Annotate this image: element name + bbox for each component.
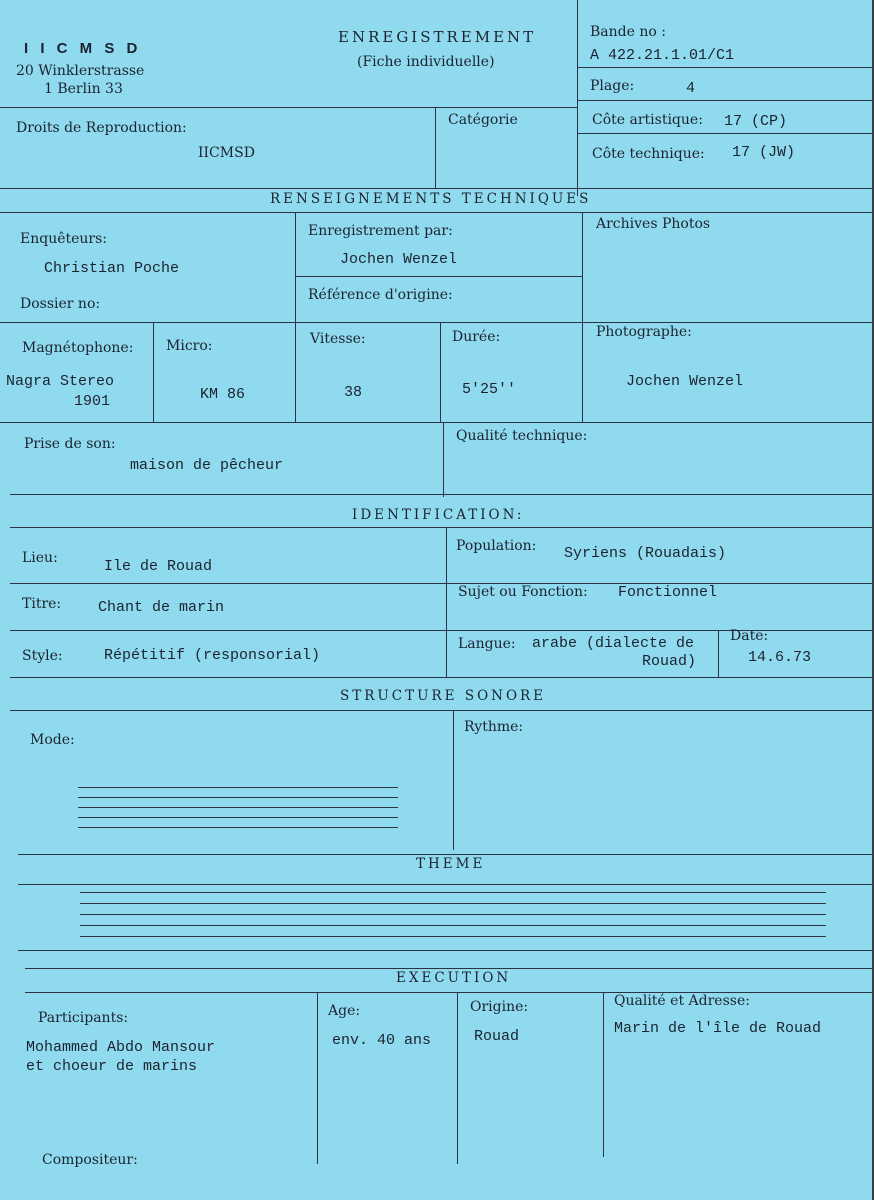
divider (18, 950, 872, 951)
bande-label: Bande no : (590, 24, 666, 40)
org-name: I I C M S D (24, 40, 142, 57)
enqueteurs-label: Enquêteurs: (20, 231, 108, 247)
compositeur-label: Compositeur: (42, 1152, 138, 1168)
divider (440, 322, 441, 422)
staff-line (80, 925, 826, 926)
enqueteurs-value: Christian Poche (44, 260, 180, 277)
divider (295, 212, 296, 422)
qualite-adresse-label: Qualité et Adresse: (614, 993, 750, 1009)
divider (603, 992, 604, 1157)
population-label: Population: (456, 538, 537, 554)
divider (577, 100, 872, 101)
categorie-label: Catégorie (448, 112, 518, 128)
style-value: Répétitif (responsorial) (104, 647, 321, 664)
org-street: 20 Winklerstrasse (16, 63, 145, 79)
micro-value: KM 86 (200, 386, 246, 403)
divider (10, 710, 872, 711)
divider (453, 710, 454, 850)
langue-value-2: Rouad) (642, 653, 697, 670)
enregistrement-par-value: Jochen Wenzel (340, 251, 458, 268)
staff-line (78, 817, 398, 818)
titre-label: Titre: (22, 596, 62, 612)
langue-value-1: arabe (dialecte de (532, 635, 695, 652)
plage-value: 4 (686, 80, 696, 97)
age-label: Age: (328, 1003, 361, 1019)
divider (443, 422, 444, 497)
sujet-value: Fonctionnel (618, 584, 718, 601)
divider (10, 583, 872, 584)
prise-de-son-value: maison de pêcheur (130, 457, 284, 474)
section-ident-title: IDENTIFICATION: (352, 507, 525, 523)
divider (153, 322, 154, 422)
magnetophone-label: Magnétophone: (22, 340, 134, 356)
archives-label: Archives Photos (596, 216, 711, 232)
form-subtitle: (Fiche individuelle) (357, 54, 495, 70)
divider (446, 527, 447, 677)
origine-label: Origine: (470, 999, 529, 1015)
divider (435, 107, 436, 188)
sujet-label: Sujet ou Fonction: (458, 584, 588, 600)
magnetophone-value-1: Nagra Stereo (6, 373, 115, 390)
staff-line (78, 827, 398, 828)
section-tech-title: RENSEIGNEMENTS TECHNIQUES (270, 191, 592, 207)
divider (0, 188, 872, 189)
age-value: env. 40 ans (332, 1032, 432, 1049)
micro-label: Micro: (166, 338, 213, 354)
section-theme-title: THEME (416, 856, 486, 872)
cote-technique-label: Côte technique: (592, 146, 705, 162)
participants-value-1: Mohammed Abdo Mansour (26, 1039, 216, 1056)
divider (718, 630, 719, 677)
section-execution-title: EXECUTION (396, 970, 512, 986)
lieu-label: Lieu: (22, 550, 58, 566)
section-structure-title: STRUCTURE SONORE (340, 688, 547, 704)
enregistrement-par-label: Enregistrement par: (308, 223, 453, 239)
prise-de-son-label: Prise de son: (24, 436, 116, 452)
lieu-value: Ile de Rouad (104, 558, 213, 575)
qualite-adresse-value: Marin de l'île de Rouad (614, 1020, 822, 1037)
photographe-value: Jochen Wenzel (626, 373, 744, 390)
magnetophone-value-2: 1901 (74, 393, 111, 410)
divider (10, 494, 872, 495)
divider (577, 0, 578, 196)
date-value: 14.6.73 (748, 649, 812, 666)
divider (457, 992, 458, 1164)
vitesse-value: 38 (344, 384, 363, 401)
divider (10, 527, 872, 528)
divider (317, 992, 318, 1164)
staff-line (78, 787, 398, 788)
participants-value-2: et choeur de marins (26, 1058, 198, 1075)
divider (0, 422, 872, 423)
staff-line (80, 892, 826, 893)
droits-value: IICMSD (198, 145, 255, 161)
cote-technique-value: 17 (JW) (732, 144, 796, 161)
dossier-label: Dossier no: (20, 296, 101, 312)
vitesse-label: Vitesse: (310, 331, 366, 347)
date-label: Date: (730, 628, 769, 644)
duree-label: Durée: (452, 329, 501, 345)
qualite-technique-label: Qualité technique: (456, 428, 588, 444)
staff-line (78, 807, 398, 808)
staff-line (80, 936, 826, 937)
plage-label: Plage: (590, 78, 635, 94)
divider (18, 884, 872, 885)
divider (577, 133, 872, 134)
titre-value: Chant de marin (98, 599, 225, 616)
divider (0, 107, 577, 108)
divider (0, 322, 872, 323)
divider (295, 276, 582, 277)
divider (10, 677, 872, 678)
org-city: 1 Berlin 33 (44, 81, 123, 97)
divider (582, 212, 583, 422)
origine-value: Rouad (474, 1028, 520, 1045)
staff-line (80, 914, 826, 915)
reference-label: Référence d'origine: (308, 287, 453, 303)
divider (577, 67, 872, 68)
bande-value: A 422.21.1.01/C1 (590, 47, 735, 64)
cote-artistique-value: 17 (CP) (724, 113, 788, 130)
droits-label: Droits de Reproduction: (16, 120, 187, 136)
staff-line (78, 797, 398, 798)
form-title: ENREGISTREMENT (338, 28, 537, 46)
mode-label: Mode: (30, 732, 75, 748)
divider (0, 212, 872, 213)
rythme-label: Rythme: (464, 719, 524, 735)
cote-artistique-label: Côte artistique: (592, 112, 703, 128)
population-value: Syriens (Rouadais) (564, 545, 727, 562)
langue-label: Langue: (458, 636, 516, 652)
style-label: Style: (22, 648, 63, 664)
photographe-label: Photographe: (596, 324, 692, 340)
staff-line (80, 903, 826, 904)
duree-value: 5'25'' (462, 381, 517, 398)
participants-label: Participants: (38, 1010, 129, 1026)
